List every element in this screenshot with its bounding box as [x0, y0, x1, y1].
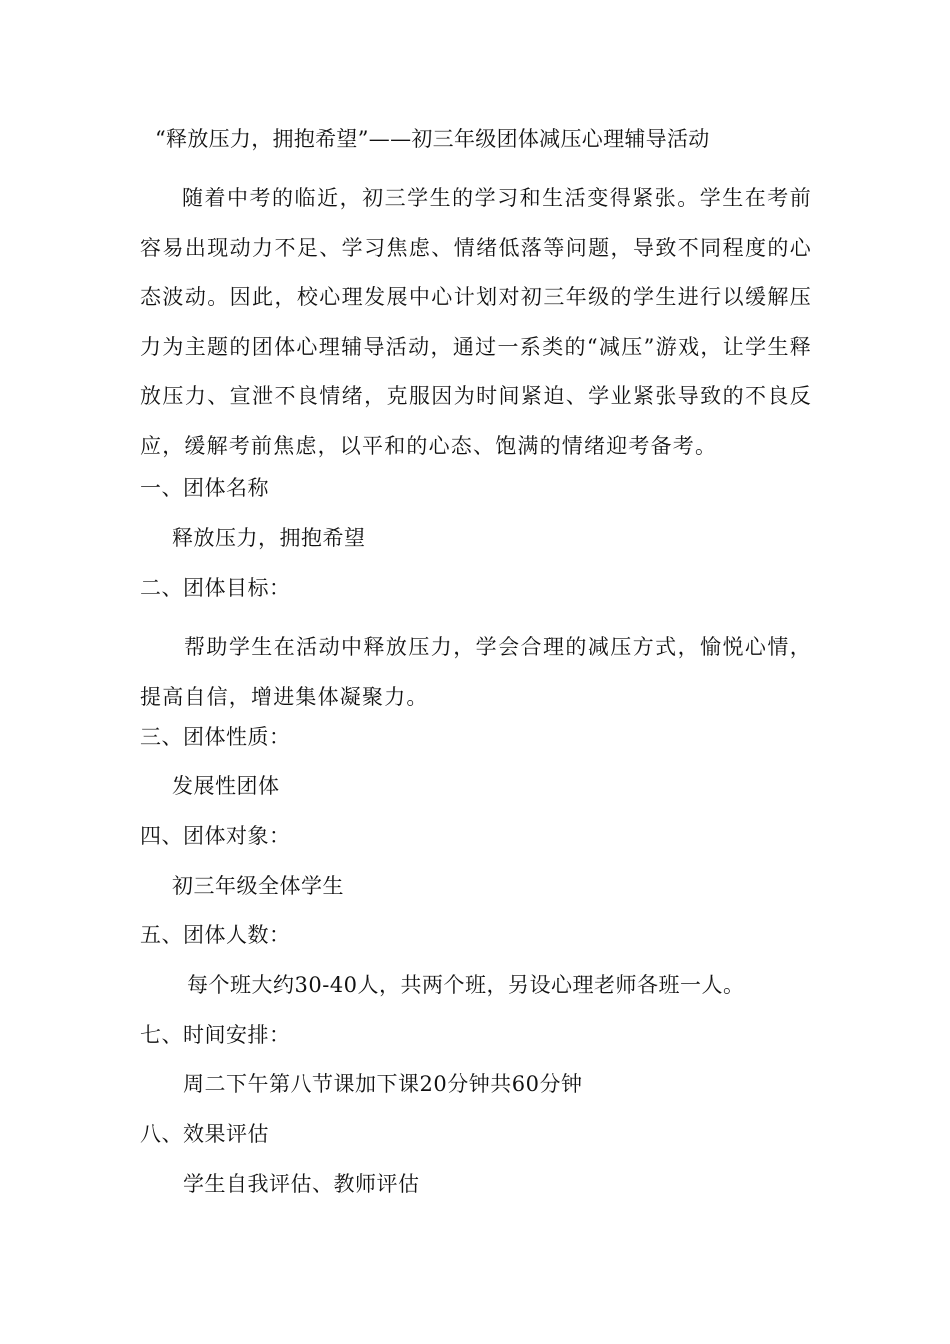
- section-heading-target: 四、团体对象：: [140, 824, 291, 848]
- intro-paragraph: 随着中考的临近，初三学生的学习和生活变得紧张。学生在考前容易出现动力不足、学习焦虑、情绪低落等问题，导致不同程度的心态波动。因此，校心理发展中心计划对初三年级的学生进行以缓解压力为主题的团体心理辅导活动，通过一系类的“减压”游戏，让学生释放压力、宣泄不良情绪，克服因为时间紧迫、学业紧张导致的不良反应，缓解考前焦虑，以平和的心态、饱满的情绪迎考备考。: [140, 186, 812, 458]
- section-content-name: 释放压力，拥抱希望: [172, 526, 366, 550]
- section-heading-size: 五、团体人数：: [140, 923, 291, 947]
- section-content-size: 每个班大约30-40人，共两个班，另设心理老师各班一人。: [187, 973, 745, 997]
- section-heading-evaluation: 八、效果评估: [140, 1122, 269, 1146]
- section-heading-nature: 三、团体性质：: [140, 725, 291, 749]
- section-heading-schedule: 七、时间安排：: [140, 1023, 291, 1047]
- section-content-evaluation: 学生自我评估、教师评估: [183, 1172, 420, 1196]
- section-content-schedule: 周二下午第八节课加下课20分钟共60分钟: [183, 1072, 583, 1096]
- section-content-nature: 发展性团体: [172, 774, 280, 798]
- document-title: “释放压力，拥抱希望”——初三年级团体减压心理辅导活动: [155, 127, 710, 151]
- section-heading-name: 一、团体名称: [140, 476, 269, 500]
- section-content-goal: 帮助学生在活动中释放压力，学会合理的减压方式，愉悦心情，提高自信，增进集体凝聚力。: [140, 635, 812, 709]
- section-heading-goal: 二、团体目标：: [140, 576, 291, 600]
- section-content-target: 初三年级全体学生: [172, 874, 344, 898]
